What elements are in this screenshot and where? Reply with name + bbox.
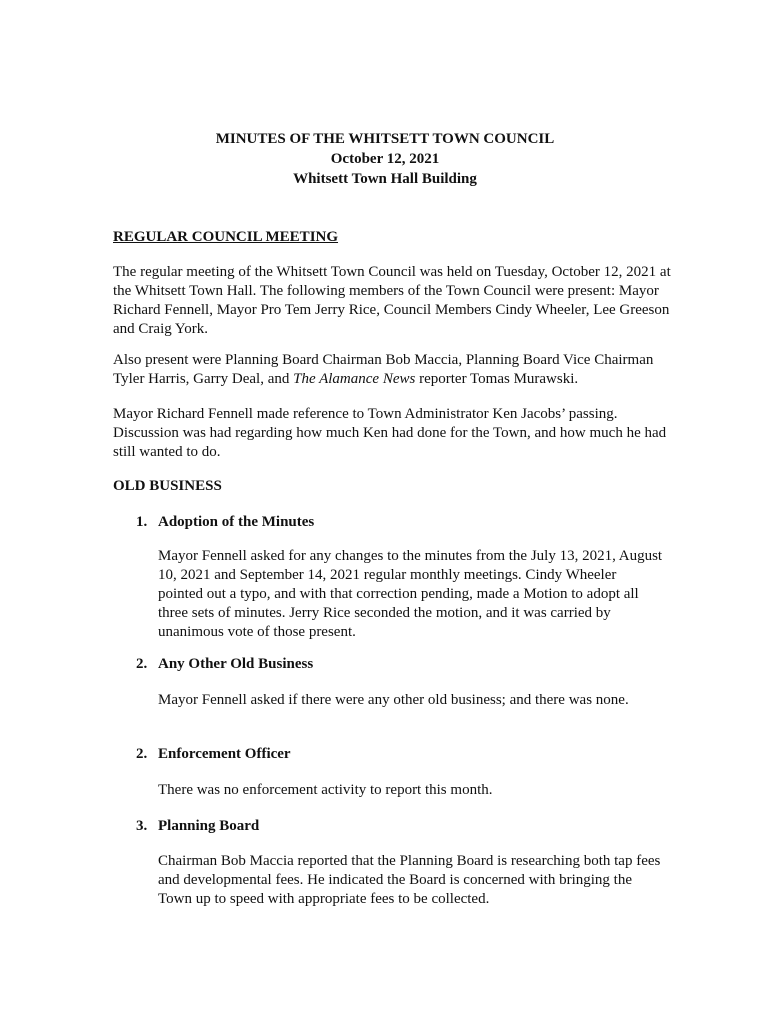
newspaper-name: The Alamance News [293,371,416,387]
list-item-heading [136,513,314,532]
also-present-paragraph [113,351,673,389]
list-item-number: 3. [136,818,148,834]
document-title: MINUTES OF THE WHITSETT TOWN COUNCIL [215,131,555,147]
regular-meeting-heading: REGULAR COUNCIL MEETING [113,229,339,245]
list-item-number: 2. [136,656,148,672]
list-item-title: Adoption of the Minutes [158,514,315,530]
list-item-heading [136,745,291,764]
list-item-heading [136,817,259,836]
list-item-text: Chairman Bob Maccia reported that the Planning Board is researching both tap fees and developmental fees. He indicated the Board is concerned with bringing the Town up to speed with appropriate fees to be collected. [158,853,661,907]
list-item-title: Planning Board [158,818,260,834]
old-business-heading: OLD BUSINESS [113,478,222,494]
attendance-paragraph: The regular meeting of the Whitsett Town Council was held on Tuesday, October 12, 2021 at the Whitsett Town Hall. The following members of the Town Council were present: Mayor Richard Fennell, Mayor Pro Tem Jerry Rice, Council Members Cindy Wheeler, Lee Greeson and Craig York. [113,264,671,337]
also-present-reporter: reporter Tomas Murawski. [415,371,579,387]
list-item-title: Enforcement Officer [158,746,291,762]
document-header [0,129,770,189]
list-item-text: There was no enforcement activity to report this month. [158,782,493,798]
memorial-paragraph: Mayor Richard Fennell made reference to Town Administrator Ken Jacobs’ passing. Discussion was had regarding how much Ken had done for the Town, and how much he had still wanted to do. [113,406,667,460]
list-item-text: Mayor Fennell asked if there were any other old business; and there was none. [158,692,629,708]
list-item-heading [136,655,313,674]
list-item-number: 1. [136,514,148,530]
list-item-title: Any Other Old Business [158,656,314,672]
meeting-date: October 12, 2021 [330,151,440,167]
also-present-text: Also present were Planning Board Chairman Bob Maccia, Planning Board Vice Chairman Tyler Harris, Garry Deal, and [113,352,654,387]
meeting-location: Whitsett Town Hall Building [293,171,477,187]
list-item-number: 2. [136,746,148,762]
list-item-text: Mayor Fennell asked for any changes to the minutes from the July 13, 2021, August 10, 2021 and September 14, 2021 regular monthly meetings. Cindy Wheeler pointed out a typo, and with that correction pending, made a Motion to adopt all three sets of minutes. Jerry Rice seconded the motion, and it was carried by unanimous vote of those present. [158,548,663,640]
